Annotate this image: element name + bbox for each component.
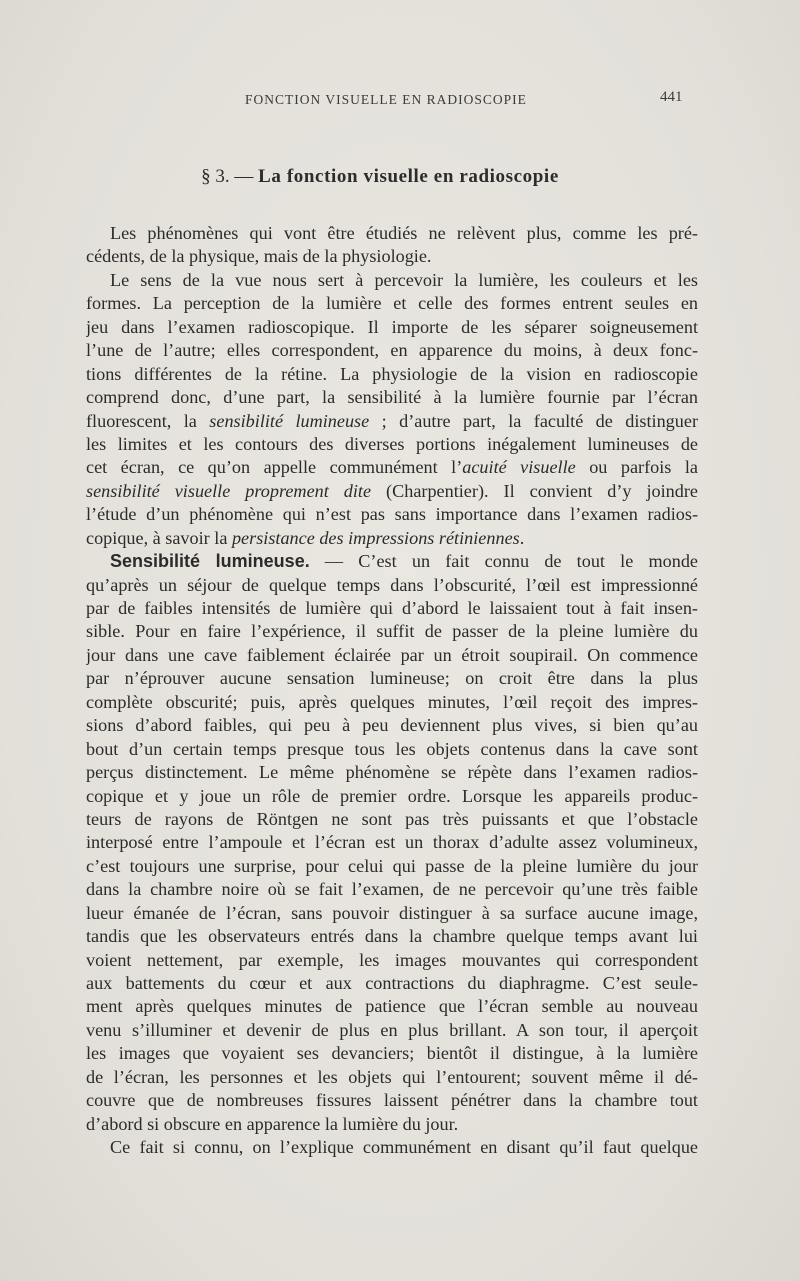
text-line — [86, 738, 698, 761]
line-text: aux battements du cœur et aux contractions du diaphragme. C’est seule- — [86, 973, 698, 993]
text-line — [86, 316, 698, 339]
line-text: Ce fait si connu, on l’explique communément en disant qu’il faut quelque — [110, 1137, 698, 1158]
line-text: qu’après un séjour de quelque temps dans l’obscurité, l’œil est impressionné — [86, 574, 698, 595]
text-line — [86, 245, 698, 268]
line-text: . — [519, 527, 525, 548]
text-line — [86, 597, 698, 620]
line-text: cet écran, ce qu’on appelle communément l’ — [86, 457, 463, 478]
text-line — [86, 620, 698, 643]
line-text: sions d’abord faibles, qui peu à peu deviennent plus vives, si bien qu’au — [86, 715, 698, 736]
italic-term: sensibilité lumineuse — [209, 410, 370, 431]
text-line — [86, 292, 698, 315]
line-text: de l’écran, les personnes et les objets qui l’entourent; souvent même il dé- — [86, 1066, 698, 1087]
line-text: les limites et les contours des diverses portions inégalement lumineuses de — [86, 433, 698, 454]
text-line — [86, 503, 698, 526]
text-line — [86, 550, 698, 573]
text-line — [86, 878, 698, 901]
text-line — [86, 339, 698, 362]
line-text: fluorescent, la — [86, 410, 210, 431]
text-line — [86, 480, 698, 503]
running-head: FONCTION VISUELLE EN RADIOSCOPIE — [245, 92, 527, 107]
line-text: cédents, de la physique, mais de la physiologie. — [86, 246, 432, 267]
section-title: La fonction visuelle en radioscopie — [258, 166, 559, 187]
line-text: complète obscurité; puis, après quelques minutes, l’œil reçoit des impres- — [86, 691, 698, 712]
line-text: l’étude d’un phénomène qui n’est pas sans importance dans l’examen radios- — [86, 504, 698, 525]
text-line — [86, 785, 698, 808]
text-line — [86, 386, 698, 409]
line-text: par de faibles intensités de lumière qui d’abord le laissaient tout à fait insen- — [86, 598, 698, 618]
run-in-heading: Sensibilité lumineuse. — [110, 551, 310, 572]
text-line — [86, 855, 698, 878]
line-text: perçus distinctement. Le même phénomène se répète dans l’examen radios- — [86, 762, 698, 783]
text-line — [86, 433, 698, 456]
line-text: venu s’illuminer et devenir de plus en plus brillant. A son tour, il aperçoit — [86, 1019, 698, 1040]
text-line — [86, 222, 698, 245]
line-text: comprend donc, d’une part, la sensibilité à la lumière fournie par l’écran — [86, 387, 698, 408]
line-text: Les phénomènes qui vont être étudiés ne relèvent plus, comme les pré- — [110, 223, 698, 243]
line-text: c’est toujours une surprise, pour celui qui passe de la pleine lumière du jour — [86, 855, 698, 876]
text-line — [86, 410, 698, 433]
line-text: interposé entre l’ampoule et l’écran est un thorax d’adulte assez volumineux, — [86, 832, 698, 853]
line-text: bout d’un certain temps presque tous les objets contenus dans la cave sont — [86, 738, 698, 759]
section-number: § 3. — — [201, 166, 254, 187]
text-line — [86, 1019, 698, 1042]
text-line — [86, 808, 698, 831]
text-line — [86, 1113, 698, 1136]
text-line — [86, 1066, 698, 1089]
text-line — [86, 1136, 698, 1159]
italic-term: acuité visuelle — [462, 457, 576, 478]
line-text: voient nettement, par exemple, les images mouvantes qui correspondent — [86, 949, 698, 970]
text-line — [86, 644, 698, 667]
text-line — [86, 527, 698, 550]
text-line — [86, 925, 698, 948]
text-line — [86, 761, 698, 784]
line-text: teurs de rayons de Röntgen ne sont pas très puissants et que l’obstacle — [86, 808, 698, 829]
line-text: tions différentes de la rétine. La physiologie de la vision en radioscopie — [86, 363, 698, 384]
text-line — [86, 691, 698, 714]
line-text: ou parfois la — [575, 457, 698, 478]
text-line — [86, 574, 698, 597]
line-text: jeu dans l’examen radioscopique. Il importe de les séparer soigneusement — [86, 316, 698, 337]
line-text: les images que voyaient ses devanciers; bientôt il distingue, à la lumière — [86, 1043, 698, 1064]
text-line — [86, 714, 698, 737]
line-text: dans la chambre noire où se fait l’examen, de ne percevoir qu’une très faible — [86, 879, 698, 900]
page-number: 441 — [660, 89, 683, 105]
line-text: (Charpentier). Il convient d’y joindre — [371, 480, 698, 501]
line-text: tandis que les observateurs entrés dans la chambre quelque temps avant lui — [86, 926, 698, 947]
line-text: sible. Pour en faire l’expérience, il suffit de passer de la pleine lumière du — [86, 621, 698, 642]
line-text: couvre que de nombreuses fissures laissent pénétrer dans la chambre tout — [86, 1090, 698, 1111]
line-text: copique, à savoir la — [86, 527, 232, 548]
text-line — [86, 831, 698, 854]
text-line — [86, 456, 698, 479]
text-line — [86, 995, 698, 1018]
text-line — [86, 972, 698, 995]
line-text: Le sens de la vue nous sert à percevoir la lumière, les couleurs et les — [110, 269, 698, 290]
text-line — [86, 269, 698, 292]
section-heading — [0, 166, 760, 188]
body-text — [86, 222, 698, 1160]
line-text: l’une de l’autre; elles correspondent, en apparence du moins, à deux fonc- — [86, 340, 698, 361]
line-text: formes. La perception de la lumière et celle des formes entrent seules en — [86, 293, 698, 314]
line-text: ment après quelques minutes de patience que l’écran semble au nouveau — [86, 996, 698, 1017]
text-line — [86, 949, 698, 972]
line-text: lueur émanée de l’écran, sans pouvoir distinguer à sa surface aucune image, — [86, 902, 698, 923]
line-text: d’abord si obscure en apparence la lumière du jour. — [86, 1113, 459, 1134]
text-line — [86, 667, 698, 690]
line-text: — C’est un fait connu de tout le monde — [309, 551, 698, 572]
text-line — [86, 363, 698, 386]
line-text: par n’éprouver aucune sensation lumineuse; on croit être dans la plus — [86, 668, 698, 689]
text-line — [86, 1042, 698, 1065]
line-text: copique et y joue un rôle de premier ordre. Lorsque les appareils produc- — [86, 785, 698, 806]
text-line — [86, 1089, 698, 1112]
text-line — [86, 902, 698, 925]
italic-term: sensibilité visuelle proprement dite — [86, 480, 372, 501]
italic-term: persistance des impressions rétiniennes — [231, 527, 520, 548]
line-text: ; d’autre part, la faculté de distinguer — [369, 410, 698, 431]
line-text: jour dans une cave faiblement éclairée par un étroit soupirail. On commence — [86, 644, 698, 665]
